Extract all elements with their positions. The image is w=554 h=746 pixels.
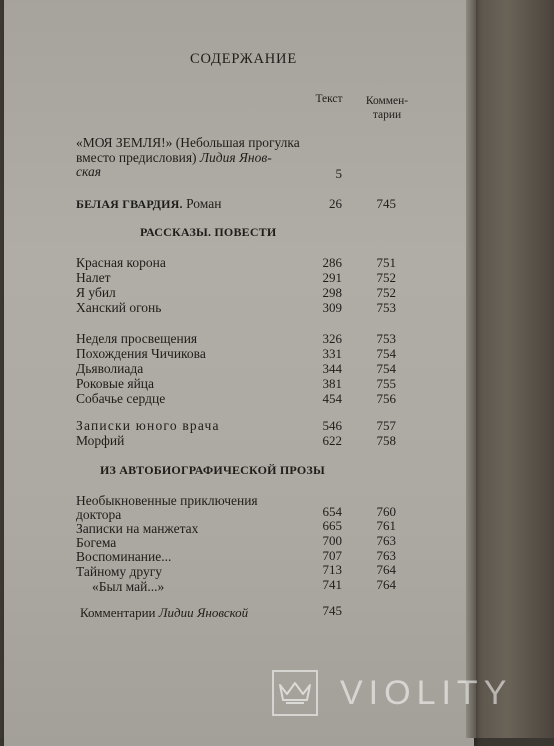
toc-entry-comment: 753 xyxy=(376,300,396,315)
toc-entry-intro-author-end: ская xyxy=(76,164,101,179)
toc-entry-comment: 758 xyxy=(376,433,396,448)
column-header-comment-1: Коммен- xyxy=(365,95,409,107)
toc-entry-title: Тайному другу xyxy=(76,564,162,579)
toc-entry-white-guard-comment: 745 xyxy=(376,196,396,211)
toc-entry-title: Собачье сердце xyxy=(76,391,166,406)
toc-entry-white-guard-page: 26 xyxy=(329,196,342,211)
toc-entry-title: Ханский огонь xyxy=(76,300,162,315)
toc-entry-comment: 757 xyxy=(376,418,396,433)
toc-entry-unusual-line2: доктора xyxy=(76,507,122,522)
toc-entry-page: 286 xyxy=(322,255,342,270)
column-header-comment-2: тарии xyxy=(372,109,402,121)
toc-entry-intro-plain: вместо предисловия) xyxy=(76,150,197,165)
watermark-text: VIOLITY xyxy=(340,673,513,712)
toc-entry-page: 309 xyxy=(322,300,342,315)
toc-entry-title: Роковые яйца xyxy=(76,376,155,391)
toc-entry-page: 700 xyxy=(322,533,342,548)
toc-entry-comment: 753 xyxy=(376,331,396,346)
toc-entry-intro-line2 xyxy=(76,150,272,165)
toc-entry-comment: 754 xyxy=(376,346,396,361)
crown-icon xyxy=(272,670,318,716)
toc-entry-comment: 761 xyxy=(376,518,396,533)
crown-icon-svg xyxy=(278,680,312,706)
watermark xyxy=(272,667,542,719)
toc-entry-page: 344 xyxy=(322,361,342,376)
toc-entry-page: 381 xyxy=(322,376,342,391)
toc-entry-commentary-page: 745 xyxy=(322,603,342,618)
toc-title: СОДЕРЖАНИЕ xyxy=(190,51,297,67)
toc-entry-comment: 754 xyxy=(376,361,396,376)
toc-entry-white-guard-genre: Роман xyxy=(186,196,222,211)
book-spine xyxy=(466,0,476,738)
toc-entry-comment: 764 xyxy=(376,577,396,592)
toc-entry-title: Неделя просвещения xyxy=(76,331,198,346)
toc-entry-comment: 751 xyxy=(376,255,396,270)
toc-entry-commentary-author: Лидии Яновской xyxy=(158,605,249,620)
toc-entry-title: Богема xyxy=(76,535,117,550)
toc-entry-title: Налет xyxy=(76,270,111,285)
toc-entry-comment: 752 xyxy=(376,285,396,300)
toc-entry-title: Красная корона xyxy=(76,255,166,270)
toc-entry-title: Дьяволиада xyxy=(76,361,144,376)
toc-entry-page: 331 xyxy=(322,346,342,361)
toc-entry-comment: 752 xyxy=(376,270,396,285)
toc-entry-page: 298 xyxy=(322,285,342,300)
next-page-edge xyxy=(476,0,554,738)
toc-entry-unusual-line1: Необыкновенные приключения xyxy=(76,493,258,508)
toc-entry-title: Похождения Чичикова xyxy=(76,346,206,361)
toc-entry-white-guard xyxy=(76,196,221,212)
toc-entry-intro-line3 xyxy=(76,164,101,179)
toc-entry-intro-line1: «МОЯ ЗЕМЛЯ!» (Небольшая прогулка xyxy=(76,135,300,150)
toc-entry-page: 707 xyxy=(322,548,342,563)
toc-entry-white-guard-title: БЕЛАЯ ГВАРДИЯ. xyxy=(76,197,183,211)
toc-entry-page: 454 xyxy=(322,391,342,406)
toc-entry-comment: 756 xyxy=(376,391,396,406)
toc-entry-commentary xyxy=(80,605,248,620)
toc-entry-title: Записки юного врача xyxy=(76,418,220,433)
toc-entry-comment: 763 xyxy=(376,548,396,563)
toc-entry-title: Записки на манжетах xyxy=(76,521,199,536)
section-heading-autobiographical: ИЗ АВТОБИОГРАФИЧЕСКОЙ ПРОЗЫ xyxy=(100,463,325,477)
toc-entry-intro-page: 5 xyxy=(335,166,342,181)
toc-entry-unusual-page: 654 xyxy=(322,504,342,519)
toc-entry-comment: 763 xyxy=(376,533,396,548)
toc-entry-title: Воспоминание... xyxy=(76,549,172,564)
toc-entry-page: 546 xyxy=(322,418,342,433)
toc-entry-page: 326 xyxy=(322,331,342,346)
toc-entry-commentary-plain: Комментарии xyxy=(80,605,156,620)
toc-entry-page: 665 xyxy=(322,518,342,533)
toc-entry-page: 713 xyxy=(322,562,342,577)
toc-entry-title: «Был май...» xyxy=(92,579,165,594)
toc-entry-title: Я убил xyxy=(76,285,116,300)
toc-entry-intro-author: Лидия Янов- xyxy=(199,150,272,165)
toc-entry-page: 622 xyxy=(322,433,342,448)
toc-entry-title: Морфий xyxy=(76,433,125,448)
toc-entry-page: 291 xyxy=(322,270,342,285)
toc-entry-page: 741 xyxy=(322,577,342,592)
section-heading-stories: РАССКАЗЫ. ПОВЕСТИ xyxy=(140,225,277,239)
toc-entry-unusual-comment: 760 xyxy=(376,504,396,519)
toc-entry-comment: 764 xyxy=(376,562,396,577)
column-header-text: Текст xyxy=(315,93,343,105)
toc-entry-comment: 755 xyxy=(376,376,396,391)
